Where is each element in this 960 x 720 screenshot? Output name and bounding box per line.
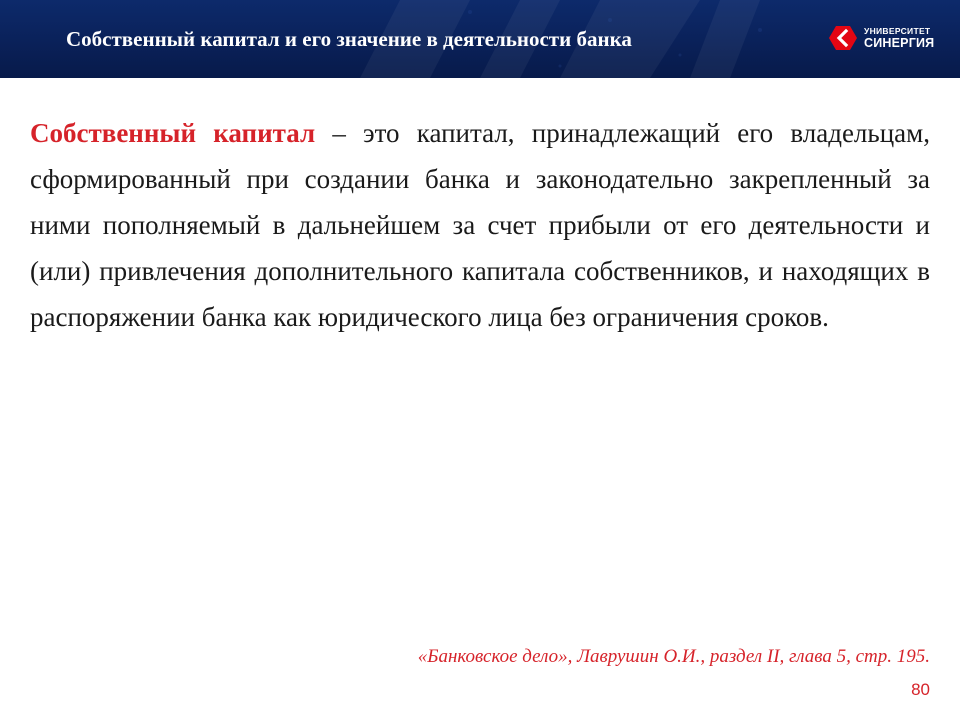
page-number: 80 bbox=[911, 680, 930, 699]
slide-header bbox=[0, 0, 960, 78]
synergy-logo-text bbox=[864, 27, 934, 49]
slide-title: Собственный капитал и его значение в деятельности банка bbox=[66, 27, 632, 51]
definition-text: – это капитал, принадлежащий его владельцам, сформированный при создании банка и законодательно закрепленный за ними пополняемый в дальнейшем за счет прибыли от его деятельности и (или) привлечения дополнительного капитала собственников, и находящих в распоряжении банка как юридического лица без ограничения сроков. bbox=[30, 118, 930, 332]
synergy-logo bbox=[828, 23, 948, 55]
logo-text-line2: СИНЕРГИЯ bbox=[864, 35, 935, 50]
definition-paragraph bbox=[30, 110, 930, 340]
logo-text-line1: УНИВЕРСИТЕТ bbox=[864, 26, 931, 36]
synergy-logo-icon bbox=[828, 23, 858, 53]
source-citation: «Банковское дело», Лаврушин О.И., раздел II, глава 5, стр. 195. bbox=[417, 646, 930, 667]
defined-term: Собственный капитал bbox=[30, 118, 316, 148]
